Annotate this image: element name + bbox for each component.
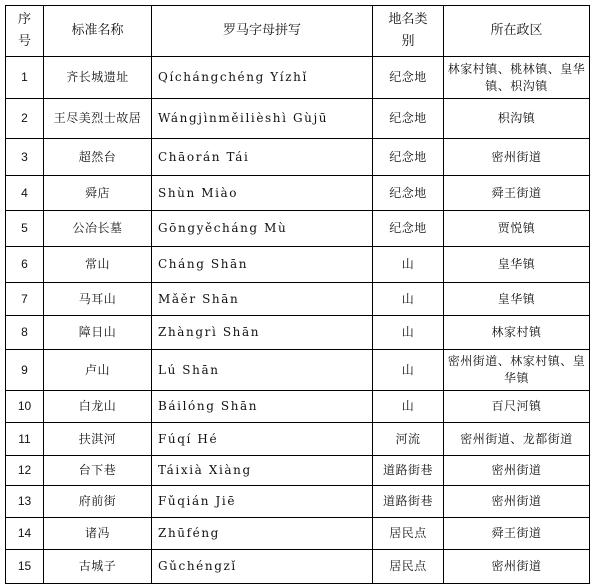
header-serial: 序号 xyxy=(6,6,44,57)
cell-place-category: 山 xyxy=(373,247,444,283)
header-district: 所在政区 xyxy=(444,6,590,57)
table-row xyxy=(6,423,590,456)
cell-roman-spelling: Gǔchéngzǐ xyxy=(152,550,373,584)
cell-serial: 13 xyxy=(6,486,44,518)
cell-roman-spelling: Lú Shān xyxy=(152,350,373,391)
cell-district: 密州街道、林家村镇、皇华镇 xyxy=(444,350,590,391)
cell-district: 贾悦镇 xyxy=(444,211,590,247)
cell-roman-spelling: Chāorán Tái xyxy=(152,139,373,176)
cell-district: 皇华镇 xyxy=(444,283,590,316)
cell-standard-name: 舜店 xyxy=(44,176,152,211)
table-row xyxy=(6,176,590,211)
table-row xyxy=(6,316,590,350)
cell-roman-spelling: Zhūféng xyxy=(152,518,373,550)
cell-district: 百尺河镇 xyxy=(444,391,590,423)
cell-serial: 9 xyxy=(6,350,44,391)
table-row xyxy=(6,211,590,247)
cell-standard-name: 齐长城遗址 xyxy=(44,57,152,99)
cell-district: 密州街道 xyxy=(444,550,590,584)
header-standard-name: 标准名称 xyxy=(44,6,152,57)
cell-roman-spelling: Fúqí Hé xyxy=(152,423,373,456)
table-row xyxy=(6,283,590,316)
header-place-category: 地名类别 xyxy=(373,6,444,57)
cell-roman-spelling: Táixià Xiàng xyxy=(152,456,373,486)
cell-serial: 1 xyxy=(6,57,44,99)
cell-standard-name: 诸冯 xyxy=(44,518,152,550)
cell-district: 密州街道 xyxy=(444,486,590,518)
cell-district: 密州街道 xyxy=(444,456,590,486)
table-row xyxy=(6,139,590,176)
cell-place-category: 山 xyxy=(373,316,444,350)
cell-standard-name: 障日山 xyxy=(44,316,152,350)
table-row xyxy=(6,99,590,139)
cell-roman-spelling: Qíchángchéng Yízhǐ xyxy=(152,57,373,99)
cell-serial: 11 xyxy=(6,423,44,456)
table-row xyxy=(6,518,590,550)
cell-district: 舜王街道 xyxy=(444,518,590,550)
cell-standard-name: 卢山 xyxy=(44,350,152,391)
cell-place-category: 道路街巷 xyxy=(373,486,444,518)
cell-district: 林家村镇、桃林镇、皇华镇、枳沟镇 xyxy=(444,57,590,99)
cell-district: 皇华镇 xyxy=(444,247,590,283)
cell-standard-name: 台下巷 xyxy=(44,456,152,486)
cell-standard-name: 公冶长墓 xyxy=(44,211,152,247)
cell-place-category: 纪念地 xyxy=(373,99,444,139)
cell-district: 枳沟镇 xyxy=(444,99,590,139)
cell-place-category: 居民点 xyxy=(373,550,444,584)
table-row xyxy=(6,350,590,391)
cell-district: 密州街道 xyxy=(444,139,590,176)
cell-serial: 12 xyxy=(6,456,44,486)
cell-place-category: 居民点 xyxy=(373,518,444,550)
cell-roman-spelling: Mǎěr Shān xyxy=(152,283,373,316)
cell-serial: 6 xyxy=(6,247,44,283)
header-roman-spelling: 罗马字母拼写 xyxy=(152,6,373,57)
cell-serial: 14 xyxy=(6,518,44,550)
cell-roman-spelling: Báilóng Shān xyxy=(152,391,373,423)
table-wrapper xyxy=(5,5,590,584)
cell-standard-name: 白龙山 xyxy=(44,391,152,423)
table-row xyxy=(6,486,590,518)
cell-roman-spelling: Zhàngrì Shān xyxy=(152,316,373,350)
table-header-row xyxy=(6,6,590,57)
cell-place-category: 纪念地 xyxy=(373,57,444,99)
cell-place-category: 河流 xyxy=(373,423,444,456)
table-row xyxy=(6,550,590,584)
cell-district: 舜王街道 xyxy=(444,176,590,211)
cell-district: 林家村镇 xyxy=(444,316,590,350)
cell-roman-spelling: Gōngyěcháng Mù xyxy=(152,211,373,247)
cell-place-category: 山 xyxy=(373,391,444,423)
cell-roman-spelling: Cháng Shān xyxy=(152,247,373,283)
table-body xyxy=(6,57,590,584)
cell-serial: 5 xyxy=(6,211,44,247)
place-names-table xyxy=(5,5,590,584)
cell-place-category: 纪念地 xyxy=(373,176,444,211)
cell-place-category: 道路街巷 xyxy=(373,456,444,486)
cell-serial: 4 xyxy=(6,176,44,211)
cell-standard-name: 超然台 xyxy=(44,139,152,176)
cell-serial: 8 xyxy=(6,316,44,350)
cell-serial: 15 xyxy=(6,550,44,584)
cell-roman-spelling: Shùn Miào xyxy=(152,176,373,211)
cell-place-category: 山 xyxy=(373,350,444,391)
table-row xyxy=(6,57,590,99)
table-row xyxy=(6,247,590,283)
cell-roman-spelling: Wángjìnměilièshì Gùjū xyxy=(152,99,373,139)
table-row xyxy=(6,456,590,486)
cell-standard-name: 古城子 xyxy=(44,550,152,584)
cell-standard-name: 王尽美烈士故居 xyxy=(44,99,152,139)
cell-serial: 2 xyxy=(6,99,44,139)
cell-serial: 10 xyxy=(6,391,44,423)
cell-standard-name: 常山 xyxy=(44,247,152,283)
cell-standard-name: 马耳山 xyxy=(44,283,152,316)
cell-place-category: 纪念地 xyxy=(373,211,444,247)
cell-place-category: 纪念地 xyxy=(373,139,444,176)
cell-standard-name: 扶淇河 xyxy=(44,423,152,456)
cell-serial: 3 xyxy=(6,139,44,176)
cell-district: 密州街道、龙都街道 xyxy=(444,423,590,456)
cell-serial: 7 xyxy=(6,283,44,316)
table-row xyxy=(6,391,590,423)
cell-roman-spelling: Fǔqián Jiē xyxy=(152,486,373,518)
cell-place-category: 山 xyxy=(373,283,444,316)
cell-standard-name: 府前街 xyxy=(44,486,152,518)
